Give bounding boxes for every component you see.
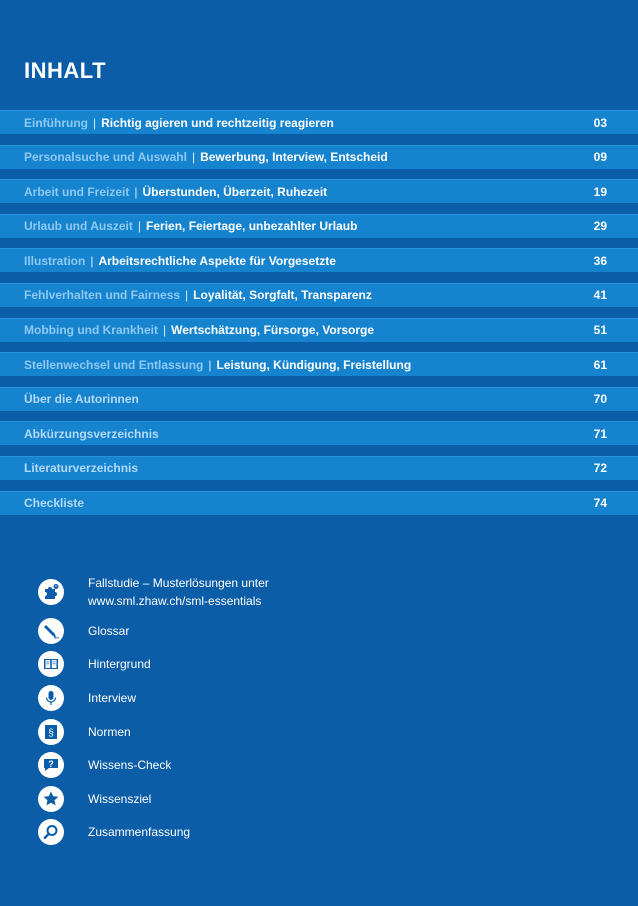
paragraph-document-icon	[38, 719, 64, 745]
toc-row-fehlverhalten[interactable]	[0, 283, 638, 307]
toc-row-illustration[interactable]	[0, 248, 638, 272]
toc-chapter: Illustration	[24, 253, 86, 268]
toc-chapter: Einführung	[24, 115, 88, 130]
legend-label: Wissens-Check	[88, 758, 172, 773]
toc-topic: Wertschätzung, Fürsorge, Vorsorge	[171, 323, 375, 338]
legend-item-interview	[38, 681, 269, 715]
microphone-icon	[38, 685, 64, 711]
toc-chapter: Stellenwechsel und Entlassung	[24, 357, 204, 372]
toc-page-number: 70	[593, 392, 607, 407]
toc-page-number: 41	[593, 288, 607, 303]
toc-separator: |	[208, 357, 212, 372]
legend-url[interactable]: www.sml.zhaw.ch/sml-essentials	[88, 593, 262, 608]
magnifier-icon	[38, 819, 64, 845]
toc-row-stellenwechsel[interactable]	[0, 352, 638, 376]
legend-item-hintergrund	[38, 648, 269, 682]
toc-chapter: Urlaub und Auszeit	[24, 219, 133, 234]
toc-topic: Ferien, Feiertage, unbezahlter Urlaub	[146, 219, 358, 234]
toc-chapter: Fehlverhalten und Fairness	[24, 288, 181, 303]
legend-label: Wissensziel	[88, 791, 152, 806]
puzzle-icon	[38, 579, 64, 605]
table-of-contents	[0, 110, 638, 525]
toc-topic: Leistung, Kündigung, Freistellung	[216, 357, 412, 372]
toc-row-literatur[interactable]	[0, 456, 638, 480]
toc-topic: Loyalität, Sorgfalt, Transparenz	[193, 288, 372, 303]
toc-row-arbeit[interactable]	[0, 179, 638, 203]
toc-separator: |	[90, 253, 94, 268]
toc-separator: |	[185, 288, 189, 303]
toc-page-number: 61	[593, 357, 607, 372]
toc-chapter: Arbeit und Freizeit	[24, 184, 130, 199]
page-title: INHALT	[24, 58, 107, 83]
toc-separator: |	[134, 184, 138, 199]
legend-label: Zusammenfassung	[88, 825, 191, 840]
legend-label: Glossar	[88, 623, 130, 638]
toc-page-number: 72	[593, 461, 607, 476]
legend-item-wissensziel	[38, 782, 269, 816]
legend-item-glossar	[38, 614, 269, 648]
legend-item-zusammenfassung	[38, 816, 269, 850]
legend-label: Hintergrund	[88, 657, 151, 672]
toc-page-number: 51	[593, 323, 607, 338]
svg-text:?: ?	[48, 759, 54, 770]
star-icon	[38, 786, 64, 812]
legend-item-wissens-check	[38, 748, 269, 782]
toc-row-abkuerzungen[interactable]	[0, 421, 638, 445]
toc-page-number: 74	[593, 496, 607, 511]
toc-chapter: Personalsuche und Auswahl	[24, 150, 187, 165]
legend-label: Normen	[88, 724, 131, 739]
toc-chapter: Mobbing und Krankheit	[24, 323, 158, 338]
toc-page-number: 19	[593, 184, 607, 199]
toc-row-einfuehrung[interactable]	[0, 110, 638, 134]
toc-topic: Überstunden, Überzeit, Ruhezeit	[142, 184, 328, 199]
question-bubble-icon	[38, 752, 64, 778]
toc-page-number: 29	[593, 219, 607, 234]
toc-chapter: Abkürzungsverzeichnis	[24, 426, 159, 441]
toc-row-autorinnen[interactable]	[0, 387, 638, 411]
toc-separator: |	[191, 150, 196, 165]
legend-item-fallstudie	[38, 569, 269, 614]
svg-text:§: §	[48, 727, 54, 739]
icon-legend	[38, 569, 269, 849]
toc-topic: Bewerbung, Interview, Entscheid	[200, 150, 388, 165]
book-icon	[38, 651, 64, 677]
toc-chapter: Checkliste	[24, 496, 85, 511]
toc-row-mobbing[interactable]	[0, 318, 638, 342]
toc-row-urlaub[interactable]	[0, 214, 638, 238]
toc-separator: |	[92, 115, 97, 130]
pen-icon	[38, 618, 64, 644]
toc-chapter: Literaturverzeichnis	[24, 461, 139, 476]
toc-separator: |	[137, 219, 142, 234]
toc-row-checkliste[interactable]	[0, 491, 638, 515]
toc-page-number: 09	[593, 150, 607, 165]
legend-label: Interview	[88, 690, 137, 705]
legend-label: Fallstudie – Musterlösungen unter	[88, 575, 269, 590]
legend-item-normen	[38, 715, 269, 749]
toc-topic: Richtig agieren und rechtzeitig reagieren	[101, 115, 334, 130]
toc-page-number: 03	[593, 115, 607, 130]
toc-chapter: Über die Autorinnen	[24, 392, 139, 407]
toc-separator: |	[163, 323, 167, 338]
toc-page-number: 36	[593, 253, 607, 268]
toc-page-number: 71	[593, 426, 607, 441]
toc-row-personalsuche[interactable]	[0, 145, 638, 169]
toc-topic: Arbeitsrechtliche Aspekte für Vorgesetzte	[98, 253, 336, 268]
